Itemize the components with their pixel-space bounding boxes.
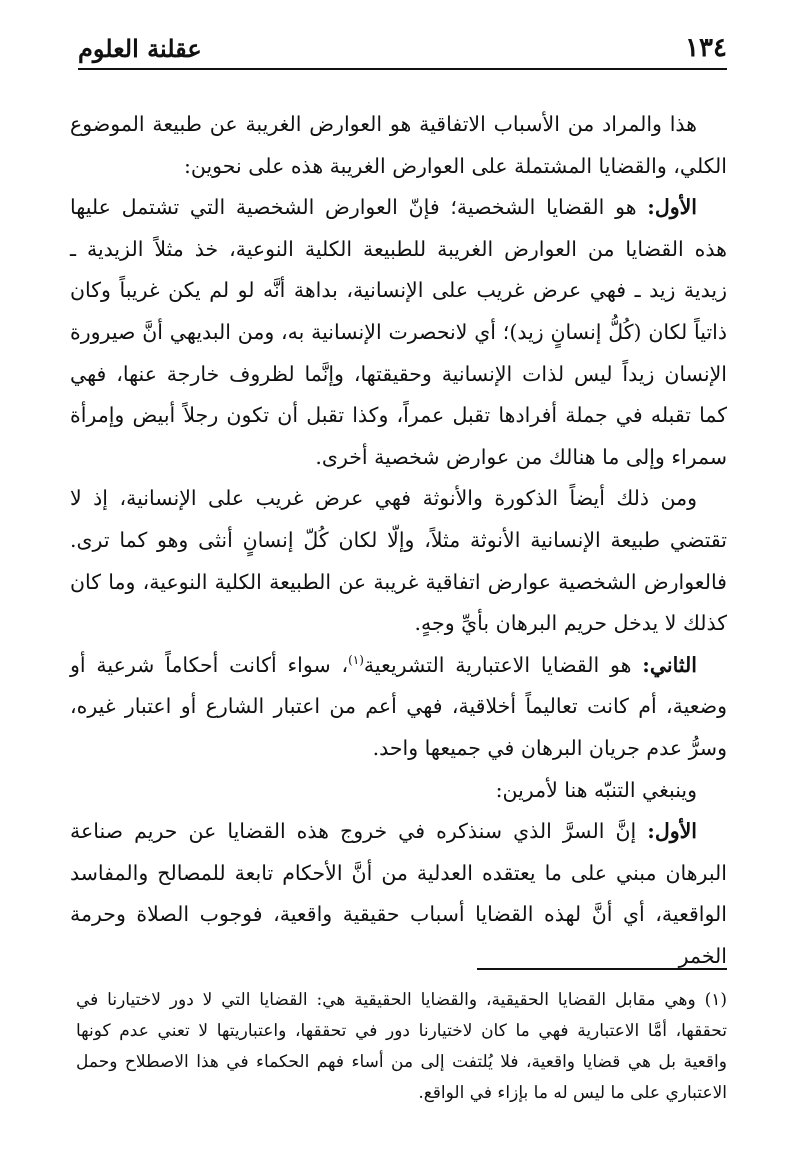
- page-number: ١٣٤: [685, 33, 727, 63]
- section-heading-first-matter: الأول:: [647, 819, 697, 844]
- paragraph-5: وينبغي التنبّه هنا لأمرين:: [495, 777, 697, 802]
- footnote-divider: [477, 968, 727, 970]
- paragraph-3: ومن ذلك أيضاً الذكورة والأنوثة فهي عرض غريب على الإنسانية، إذ لا تقتضي طبيعة الإنسانية الأنوثة مثلاً، وإلّا لكان كُلّ إنسانٍ أنثى وهو كما ترى. فالعوارض الشخصية عوارض اتفاقية غريبة عن الطبيعة الكلية النوعية، وما كان كذلك لا يدخل حريم البرهان بأيِّ وجهٍ.: [70, 486, 727, 636]
- paragraph-6-text: إنَّ السرَّ الذي سنذكره في خروج هذه القضايا عن حريم صناعة البرهان مبني على ما يعتقده العدلية من أنَّ الأحكام تابعة للمصالح والمفاسد الواقعية، أي أنَّ لهذه القضايا أسباب حقيقية واقعية، فوجوب الصلاة وحرمة الخمر: [70, 819, 727, 968]
- body-text: [70, 104, 727, 977]
- paragraph-4-text-b: ، سواء أكانت أحكاماً شرعية أو وضعية، أم كانت تعاليماً أخلاقية، فهي أعم من اعتبار الشارع أو اعتبار غيره، وسرُّ عدم جريان البرهان في جميعها واحد.: [70, 652, 727, 760]
- page-header: [78, 28, 727, 70]
- paragraph-4: [70, 645, 727, 770]
- paragraph-4-text-a: هو القضايا الاعتبارية التشريعية: [363, 652, 643, 677]
- paragraph-6: [70, 811, 727, 977]
- paragraph-2-text: هو القضايا الشخصية؛ فإنّ العوارض الشخصية التي تشتمل عليها هذه القضايا من العوارض الغريبة للطبيعة الكلية النوعية، خذ مثلاً الزيدية ـ زيدية زيد ـ فهي عرض غريب على الإنسانية، بداهة أنَّه لو لم يكن غريباً وكان ذاتياً لكان (كُلُّ إنسانٍ زيد)؛ أي لانحصرت الإنسانية به، ومن البديهي أنَّ صيرورة الإنسان زيداً ليس لذات الإنسانية وحقيقتها، وإنَّما لظروف خارجة عنها، فهي كما تقبله في جملة أفرادها تقبل عمراً، وكذا تقبل أن تكون رجلاً أبيض وإمرأة سمراء وإلى ما هنالك من عوارض شخصية أخرى.: [70, 195, 727, 469]
- footnote-ref-1[interactable]: (١): [348, 652, 364, 667]
- section-heading-second: الثاني:: [642, 652, 697, 677]
- paragraph-2: [70, 187, 727, 478]
- paragraph-1: هذا والمراد من الأسباب الاتفاقية هو العوارض الغريبة عن طبيعة الموضوع الكلي، والقضايا المشتملة على العوارض الغريبة هذه على نحوين:: [70, 112, 727, 178]
- footnote-1: (١) وهي مقابل القضايا الحقيقية، والقضايا الحقيقية هي: القضايا التي لا دور لاختيارنا في تحققها، أمَّا الاعتبارية فهي ما كان لاختيارنا دور في تحققها، واعتباريتها لا تعني عدم كونها واقعية بل هي قضايا واقعية، فلا يُلتفت إلى من أساء فهم الحكماء في هذا الاصطلاح وحمل الاعتباري على ما ليس له ما بإزاء في الواقع.: [76, 990, 727, 1103]
- footnotes: [76, 985, 727, 1109]
- running-title: عقلنة العلوم: [78, 33, 202, 63]
- section-heading-first: الأول:: [647, 195, 697, 220]
